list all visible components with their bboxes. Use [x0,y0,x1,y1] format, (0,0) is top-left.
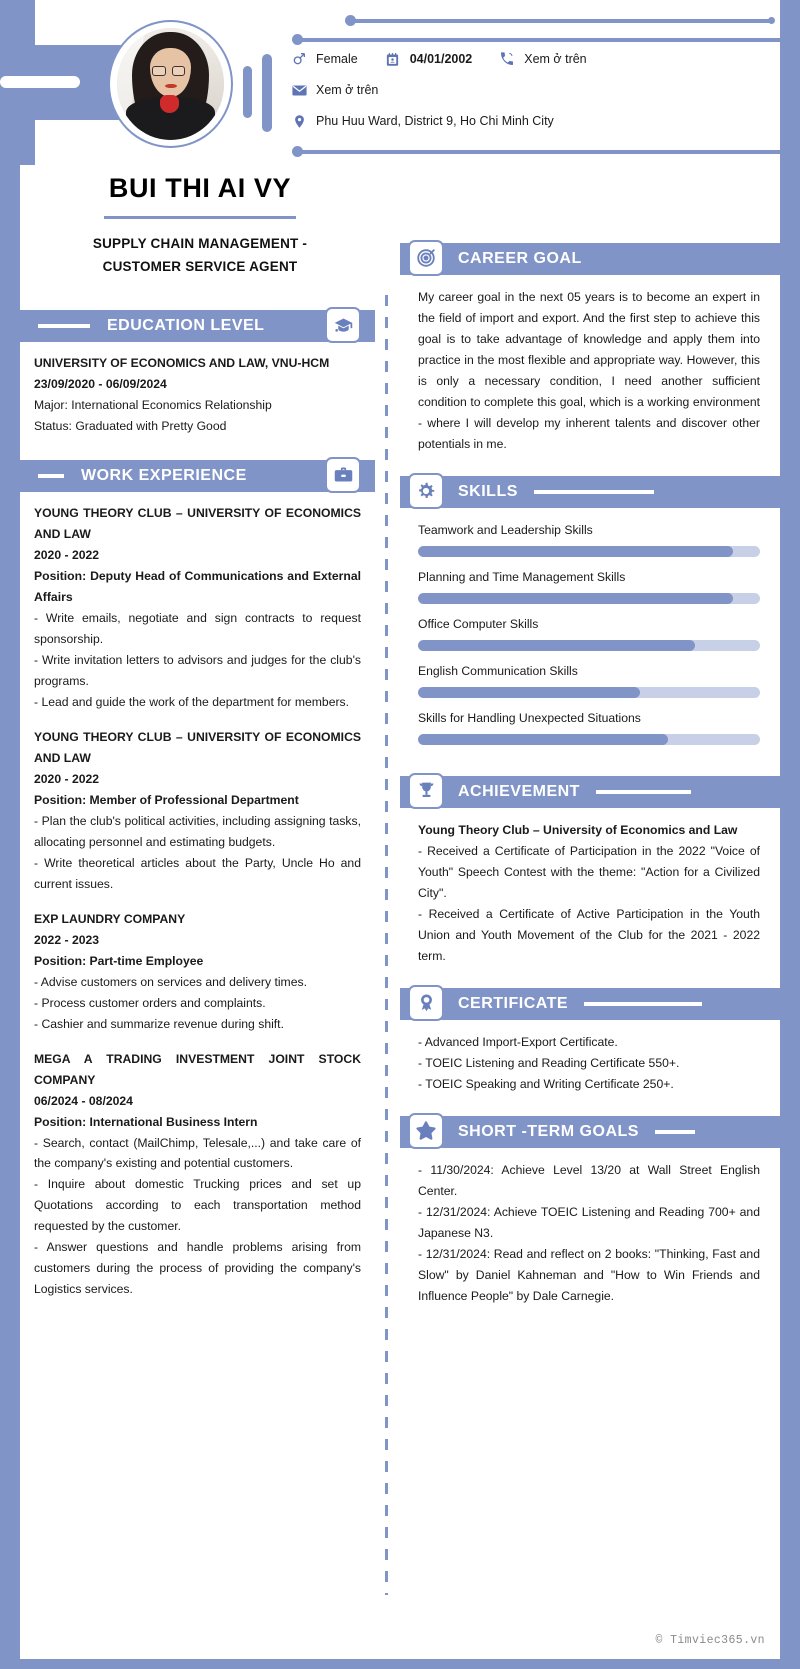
skill-bar-fill [418,687,640,698]
header-rail-top [354,19,774,23]
header-rail-lower [300,150,780,154]
contact-phone[interactable] [498,50,586,68]
section-education [20,310,375,443]
job-dates: 2020 - 2022 [34,771,100,786]
contact-dob [384,50,473,68]
certificate-item: - TOEIC Speaking and Writing Certificate 250+. [418,1076,674,1091]
award-ribbon-icon [408,985,444,1021]
section-header-achievement [400,776,780,808]
achievement-body [400,808,780,971]
header-white-slot [0,76,80,88]
job-bullet: - Advise customers on services and delivery times. [34,974,307,989]
short-term-goals-heading: SHORT -TERM GOALS [458,1122,639,1140]
contact-gender [290,50,358,68]
job-position: Position: International Business Intern [34,1114,258,1129]
job-title-line-2: CUSTOMER SERVICE AGENT [102,259,298,275]
goal-item: - 12/31/2024: Achieve TOEIC Listening and Reading 700+ and Japanese N3. [418,1204,760,1240]
skill-bar-fill [418,734,668,745]
name-underline [104,216,296,219]
trophy-icon [408,773,444,809]
calendar-icon [384,50,402,68]
job-title-line-1: SUPPLY CHAIN MANAGEMENT - [92,236,308,252]
skill-bar-track [418,546,760,557]
education-heading: EDUCATION LEVEL [107,317,265,334]
contact-row-1 [290,50,760,68]
job-company: MEGA A TRADING INVESTMENT JOINT STOCK COMPANY [34,1051,361,1087]
bottom-edge-band [0,1659,800,1669]
header-rail-lower-dot [292,146,303,157]
skills-heading: SKILLS [458,482,518,500]
header-accent-line [655,1130,695,1134]
right-edge-band [780,0,800,1669]
job-position: Position: Member of Professional Department [34,792,299,807]
section-achievement [400,776,780,971]
job-company: YOUNG THEORY CLUB – UNIVERSITY OF ECONOMICS AND LAW [34,729,361,765]
career-goal-text: My career goal in the next 05 years is to become an expert in the field of import and export. And the first step to achieve this goal is to take advantage of knowledge and apply them into practice in the most flexible and appropriate way. However, this is only a necessary condition, I need another sufficient condition to complete this goal, which is a working environment - where I will develop my inherent talents and discover other potentials in me. [418,290,760,451]
name-block [35,172,365,279]
section-header-education [20,310,375,342]
certificate-body [400,1020,780,1099]
section-career-goal [400,243,780,459]
skill-bar-track [418,640,760,651]
skill-bar-fill [418,640,695,651]
job-bullet: - Write emails, negotiate and sign contracts to request sponsorship. [34,610,361,646]
job-bullet: - Lead and guide the work of the department for members. [34,694,350,709]
header-rail-top-dot-left [345,15,356,26]
location-icon [290,112,308,130]
section-work-experience [20,460,375,1308]
left-column [20,310,375,1312]
job-dates: 2020 - 2022 [34,547,100,562]
section-header-short-term-goals [400,1116,780,1148]
job-bullet: - Process customer orders and complaints. [34,995,266,1010]
skill-bar-fill [418,546,733,557]
skill-label: Office Computer Skills [418,616,539,631]
job-bullet: - Inquire about domestic Trucking prices and set up Quotations according to each transportation method requested by the customer. [34,1177,361,1234]
section-header-work [20,460,375,492]
education-body [20,342,375,443]
section-skills [400,476,780,759]
certificate-item: - Advanced Import-Export Certificate. [418,1034,618,1049]
skills-body [400,508,780,759]
section-short-term-goals [400,1116,780,1311]
skill-label: Planning and Time Management Skills [418,569,626,584]
section-header-career-goal [400,243,780,275]
accent-pill-large [262,54,272,132]
skill-bar-track [418,593,760,604]
skill-bar-track [418,734,760,745]
header-rail-top-dot-right [768,17,775,24]
skill-item [418,614,760,651]
education-major: Major: International Economics Relationship [34,397,272,412]
certificate-heading: CERTIFICATE [458,994,569,1012]
job-bullet: - Search, contact (MailChimp, Telesale,...) and take care of the company's existing and potential customers. [34,1135,361,1171]
career-goal-body [400,275,780,459]
achievement-heading: ACHIEVEMENT [458,782,580,800]
header-accent-line [584,1002,702,1006]
goal-item: - 11/30/2024: Achieve Level 13/20 at Wall Street English Center. [418,1162,760,1198]
short-term-goals-body [400,1148,780,1311]
skill-bar-track [418,687,760,698]
work-heading: WORK EXPERIENCE [81,466,247,484]
contact-address-label: Phu Huu Ward, District 9, Ho Chi Minh City [316,114,554,128]
skill-label: Teamwork and Leadership Skills [418,522,593,537]
header-accent-line [38,474,64,478]
star-icon [408,1113,444,1149]
contact-email-label: Xem ở trên [316,83,379,97]
gender-icon [290,50,308,68]
contact-email[interactable] [290,81,378,99]
skill-label: Skills for Handling Unexpected Situations [418,710,641,725]
header-accent-line [596,790,691,794]
job-entry [34,727,361,895]
job-entry [34,503,361,713]
contact-dob-label: 04/01/2002 [409,52,473,66]
briefcase-icon [325,457,361,493]
job-bullet: - Write invitation letters to advisors and judges for the club's programs. [34,652,361,688]
achievement-bullet: - Received a Certificate of Active Participation in the Youth Union and Youth Movement of the Club for the 2021 - 2022 term. [418,906,760,963]
achievement-org: Young Theory Club – University of Economics and Law [418,822,738,837]
job-bullet: - Answer questions and handle problems arising from customers during the process of providing the company's Logistics services. [34,1240,361,1297]
job-entry [34,1049,361,1301]
work-body [20,492,375,1308]
phone-icon [498,50,516,68]
contact-row-3 [290,112,760,130]
left-edge-band [0,0,20,1669]
email-icon [290,81,308,99]
education-school: UNIVERSITY OF ECONOMICS AND LAW, VNU-HCM [34,356,330,370]
goal-item: - 12/31/2024: Read and reflect on 2 books: "Thinking, Fast and Slow" by Daniel Kahneman and "How to Win Friends and Influence People" by Dale Carnegie. [418,1246,760,1303]
job-bullet: - Plan the club's political activities, including assigning tasks, allocating personnel and estimating budgets. [34,813,361,849]
education-dates: 23/09/2020 - 06/09/2024 [34,376,167,391]
contact-block [290,50,760,143]
skill-item [418,567,760,604]
right-column [400,243,780,1315]
avatar [117,28,224,140]
section-header-skills [400,476,780,508]
skill-item [418,520,760,557]
achievement-bullet: - Received a Certificate of Participation in the 2022 "Voice of Youth" Speech Contest with the theme: "Action for a Civilized City". [418,843,760,900]
accent-pill-small [243,66,252,118]
graduation-cap-icon [325,307,361,343]
column-divider [385,295,388,1595]
skill-item [418,708,760,745]
header-rail-upper [300,38,780,42]
skill-label: English Communication Skills [418,663,578,678]
contact-address [290,112,554,130]
header-accent-line [38,324,90,328]
career-goal-heading: CAREER GOAL [458,250,582,267]
job-dates: 06/2024 - 08/2024 [34,1093,133,1108]
job-dates: 2022 - 2023 [34,932,100,947]
job-company: EXP LAUNDRY COMPANY [34,911,186,926]
job-bullet: - Write theoretical articles about the Party, Uncle Ho and current issues. [34,855,361,891]
job-bullet: - Cashier and summarize revenue during shift. [34,1016,284,1031]
footer-credit: © Timviec365.vn [655,1634,765,1647]
job-company: YOUNG THEORY CLUB – UNIVERSITY OF ECONOMICS AND LAW [34,505,361,541]
target-icon [408,240,444,276]
section-header-certificate [400,988,780,1020]
skill-item [418,661,760,698]
job-entry [34,909,361,1035]
education-status: Status: Graduated with Pretty Good [34,418,227,433]
job-position: Position: Part-time Employee [34,953,204,968]
job-position: Position: Deputy Head of Communications and External Affairs [34,568,361,604]
gear-icon [408,473,444,509]
header-accent-line [534,490,654,494]
skill-bar-fill [418,593,733,604]
section-certificate [400,988,780,1099]
contact-row-2 [290,81,760,99]
candidate-name: BUI THI AI VY [108,173,292,203]
contact-phone-label: Xem ở trên [524,52,587,66]
contact-gender-label: Female [316,52,358,66]
certificate-item: - TOEIC Listening and Reading Certificate 550+. [418,1055,680,1070]
header-rail-upper-dot [292,34,303,45]
